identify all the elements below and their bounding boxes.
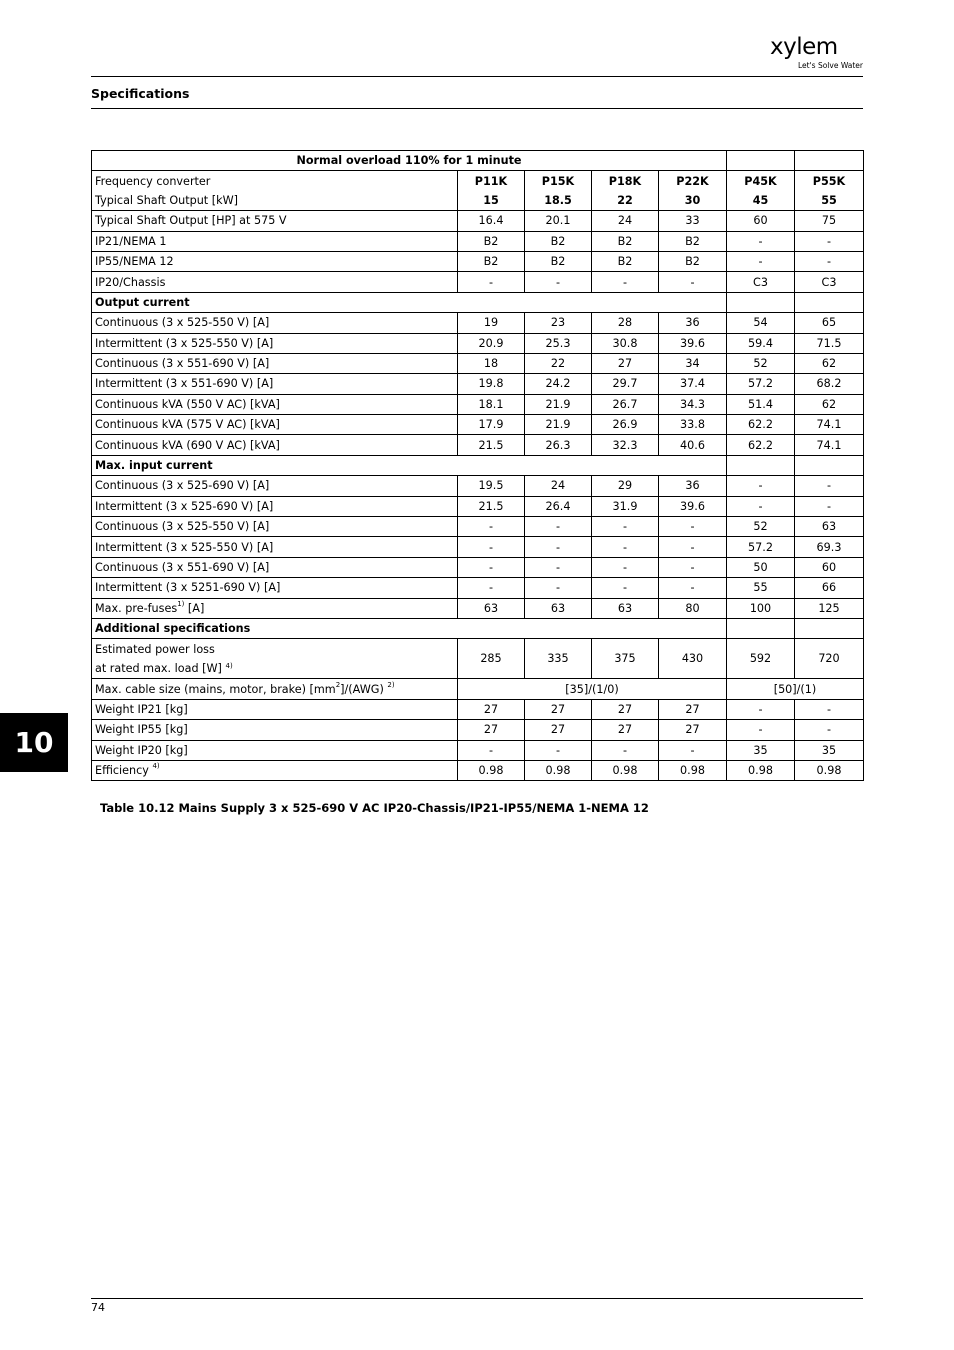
value-cell: - — [727, 720, 795, 740]
overload-row — [92, 151, 864, 171]
value-cell: 592 — [727, 639, 795, 679]
efficiency-label: Efficiency — [95, 764, 153, 778]
value-cell: 50 — [727, 557, 795, 577]
value-cell: 27 — [525, 699, 592, 719]
section-title: Specifications — [91, 86, 190, 101]
model-code: P55K — [795, 171, 864, 191]
row-label: Intermittent (3 x 5251-690 V) [A] — [92, 578, 458, 598]
value-cell: 0.98 — [727, 760, 795, 780]
model-code: P18K — [592, 171, 659, 191]
value-cell: 17.9 — [458, 415, 525, 435]
footer-rule — [91, 1298, 863, 1299]
table-row — [92, 435, 864, 455]
row-label: Typical Shaft Output [HP] at 575 V — [92, 211, 458, 231]
value-cell: 63 — [458, 598, 525, 618]
output-current-heading: Output current — [92, 292, 727, 312]
overload-title: Normal overload 110% for 1 minute — [92, 151, 727, 171]
value-cell: 75 — [795, 211, 864, 231]
row-label: Continuous kVA (690 V AC) [kVA] — [92, 435, 458, 455]
value-cell: - — [525, 272, 592, 292]
empty-cell — [795, 455, 864, 475]
value-cell: - — [592, 517, 659, 537]
footnote-ref: 1) — [177, 599, 185, 608]
footnote-ref: 4) — [152, 762, 160, 771]
table-row — [92, 720, 864, 740]
value-cell: 125 — [795, 598, 864, 618]
value-cell: 74.1 — [795, 435, 864, 455]
value-cell: - — [795, 699, 864, 719]
value-cell: - — [795, 496, 864, 516]
value-cell: - — [592, 557, 659, 577]
value-cell: - — [795, 251, 864, 271]
value-cell: 31.9 — [592, 496, 659, 516]
value-cell: 27 — [592, 699, 659, 719]
row-label: IP55/NEMA 12 — [92, 251, 458, 271]
row-label: IP20/Chassis — [92, 272, 458, 292]
value-cell: - — [727, 251, 795, 271]
value-cell: 26.4 — [525, 496, 592, 516]
value-cell: - — [659, 517, 727, 537]
value-cell: 40.6 — [659, 435, 727, 455]
value-cell: 335 — [525, 639, 592, 679]
value-cell: 74.1 — [795, 415, 864, 435]
value-cell: 22 — [525, 353, 592, 373]
value-cell: 18 — [458, 353, 525, 373]
row-label: Continuous (3 x 551-690 V) [A] — [92, 353, 458, 373]
section-row — [92, 292, 864, 312]
value-cell: 52 — [727, 517, 795, 537]
value-cell: B2 — [659, 251, 727, 271]
value-cell: 51.4 — [727, 394, 795, 414]
table-row — [92, 740, 864, 760]
table-row — [92, 699, 864, 719]
value-cell: 0.98 — [458, 760, 525, 780]
value-cell: 66 — [795, 578, 864, 598]
value-cell: - — [795, 720, 864, 740]
value-cell: 19.5 — [458, 476, 525, 496]
table-row — [92, 537, 864, 557]
model-code: P11K — [458, 171, 525, 191]
value-cell: 71.5 — [795, 333, 864, 353]
value-cell: C3 — [795, 272, 864, 292]
cable-label: Max. cable size (mains, motor, brake) [mm — [95, 682, 336, 696]
value-cell: - — [458, 740, 525, 760]
value-cell: - — [727, 496, 795, 516]
value-cell: 27 — [458, 699, 525, 719]
value-cell: - — [592, 272, 659, 292]
value-cell: 24.2 — [525, 374, 592, 394]
model-code-row — [92, 171, 864, 191]
value-cell: - — [727, 476, 795, 496]
value-cell: 34 — [659, 353, 727, 373]
value-cell: - — [659, 557, 727, 577]
value-cell: 27 — [458, 720, 525, 740]
value-cell: 16.4 — [458, 211, 525, 231]
value-cell: - — [795, 231, 864, 251]
value-cell: 430 — [659, 639, 727, 679]
prefuse-label: Max. pre-fuses — [95, 601, 178, 615]
table-row — [92, 394, 864, 414]
value-cell: - — [592, 578, 659, 598]
value-cell: 32.3 — [592, 435, 659, 455]
value-cell: 62.2 — [727, 435, 795, 455]
row-label — [92, 639, 458, 679]
value-cell: 63 — [795, 517, 864, 537]
value-cell: 27 — [659, 699, 727, 719]
row-label: Typical Shaft Output [kW] — [92, 191, 458, 211]
row-label — [92, 679, 458, 699]
row-label: Intermittent (3 x 525-690 V) [A] — [92, 496, 458, 516]
footnote-ref: 4) — [225, 661, 233, 670]
value-cell: 21.9 — [525, 394, 592, 414]
empty-cell — [795, 292, 864, 312]
value-cell: 27 — [659, 720, 727, 740]
row-label: Continuous kVA (575 V AC) [kVA] — [92, 415, 458, 435]
table-row — [92, 496, 864, 516]
row-label: Continuous (3 x 551-690 V) [A] — [92, 557, 458, 577]
model-kw: 45 — [727, 191, 795, 211]
value-cell: 65 — [795, 313, 864, 333]
empty-cell — [727, 455, 795, 475]
row-label: Intermittent (3 x 525-550 V) [A] — [92, 537, 458, 557]
value-cell: - — [592, 740, 659, 760]
empty-cell — [727, 151, 795, 171]
table-row — [92, 415, 864, 435]
value-cell: 39.6 — [659, 496, 727, 516]
value-cell: 30.8 — [592, 333, 659, 353]
cable-size-row — [92, 679, 864, 699]
value-cell: 63 — [525, 598, 592, 618]
value-cell: 80 — [659, 598, 727, 618]
value-cell: 63 — [592, 598, 659, 618]
value-cell: 28 — [592, 313, 659, 333]
value-cell: B2 — [592, 251, 659, 271]
value-cell: 36 — [659, 313, 727, 333]
table-row — [92, 557, 864, 577]
row-label: Continuous (3 x 525-550 V) [A] — [92, 313, 458, 333]
value-cell: 37.4 — [659, 374, 727, 394]
value-cell: 21.9 — [525, 415, 592, 435]
value-cell: 25.3 — [525, 333, 592, 353]
value-cell: - — [525, 740, 592, 760]
row-label: Continuous (3 x 525-690 V) [A] — [92, 476, 458, 496]
value-cell: B2 — [525, 251, 592, 271]
value-cell: 24 — [592, 211, 659, 231]
value-cell: 21.5 — [458, 496, 525, 516]
value-cell: B2 — [458, 231, 525, 251]
model-kw: 15 — [458, 191, 525, 211]
value-cell: 57.2 — [727, 374, 795, 394]
header-rule — [91, 76, 863, 77]
logo-tagline: Let's Solve Water — [798, 61, 863, 70]
value-cell: 0.98 — [592, 760, 659, 780]
value-cell: - — [727, 231, 795, 251]
value-cell: - — [458, 578, 525, 598]
table-row — [92, 333, 864, 353]
value-cell: - — [659, 740, 727, 760]
model-code: P45K — [727, 171, 795, 191]
model-code: P15K — [525, 171, 592, 191]
chapter-tab: 10 — [0, 713, 68, 772]
table-row — [92, 231, 864, 251]
value-cell: 24 — [525, 476, 592, 496]
efficiency-row — [92, 760, 864, 780]
model-kw: 30 — [659, 191, 727, 211]
table-row — [92, 272, 864, 292]
row-label: Intermittent (3 x 525-550 V) [A] — [92, 333, 458, 353]
section-row — [92, 455, 864, 475]
value-cell: - — [458, 517, 525, 537]
value-cell: 720 — [795, 639, 864, 679]
value-cell: 100 — [727, 598, 795, 618]
row-label: Frequency converter — [92, 171, 458, 191]
value-cell: 27 — [525, 720, 592, 740]
value-cell: - — [458, 272, 525, 292]
footnote-ref: 2) — [387, 680, 395, 689]
value-cell: 54 — [727, 313, 795, 333]
value-cell: 39.6 — [659, 333, 727, 353]
row-label: Weight IP20 [kg] — [92, 740, 458, 760]
row-label: Weight IP55 [kg] — [92, 720, 458, 740]
row-label: Intermittent (3 x 551-690 V) [A] — [92, 374, 458, 394]
value-cell: 69.3 — [795, 537, 864, 557]
input-current-heading: Max. input current — [92, 455, 727, 475]
value-cell: 20.9 — [458, 333, 525, 353]
value-cell: - — [659, 578, 727, 598]
value-cell: - — [727, 699, 795, 719]
prefuse-row — [92, 598, 864, 618]
value-cell: - — [525, 578, 592, 598]
superscript: 2 — [335, 680, 341, 689]
row-label: Continuous (3 x 525-550 V) [A] — [92, 517, 458, 537]
value-cell: 35 — [795, 740, 864, 760]
value-cell: 0.98 — [525, 760, 592, 780]
value-cell: - — [525, 557, 592, 577]
xylem-logo — [770, 34, 865, 74]
value-cell: 55 — [727, 578, 795, 598]
cable-size-right: [50]/(1) — [727, 679, 864, 699]
value-cell: - — [458, 537, 525, 557]
empty-cell — [727, 292, 795, 312]
table-row — [92, 313, 864, 333]
table-row — [92, 476, 864, 496]
value-cell: 62.2 — [727, 415, 795, 435]
value-cell: 36 — [659, 476, 727, 496]
value-cell: 27 — [592, 720, 659, 740]
value-cell: 59.4 — [727, 333, 795, 353]
value-cell: 34.3 — [659, 394, 727, 414]
value-cell: 18.1 — [458, 394, 525, 414]
value-cell: 33.8 — [659, 415, 727, 435]
value-cell: 68.2 — [795, 374, 864, 394]
value-cell: 285 — [458, 639, 525, 679]
additional-specs-heading: Additional specifications — [92, 618, 727, 638]
cable-size-left: [35]/(1/0) — [458, 679, 727, 699]
value-cell: 60 — [727, 211, 795, 231]
row-label — [92, 598, 458, 618]
value-cell: 26.3 — [525, 435, 592, 455]
value-cell: 19 — [458, 313, 525, 333]
table-row — [92, 251, 864, 271]
page-number: 74 — [91, 1301, 105, 1314]
model-kw: 55 — [795, 191, 864, 211]
empty-cell — [727, 618, 795, 638]
model-kw: 18.5 — [525, 191, 592, 211]
cable-label-unit: ]/(AWG) — [340, 682, 388, 696]
value-cell: 29 — [592, 476, 659, 496]
empty-cell — [795, 151, 864, 171]
value-cell: 21.5 — [458, 435, 525, 455]
empty-cell — [795, 618, 864, 638]
row-label: IP21/NEMA 1 — [92, 231, 458, 251]
model-kw-row — [92, 191, 864, 211]
model-code: P22K — [659, 171, 727, 191]
value-cell: 29.7 — [592, 374, 659, 394]
value-cell: 27 — [592, 353, 659, 373]
power-loss-label-line2: at rated max. load [W] — [95, 661, 226, 675]
row-label: Weight IP21 [kg] — [92, 699, 458, 719]
value-cell: B2 — [592, 231, 659, 251]
value-cell: - — [795, 476, 864, 496]
value-cell: 26.7 — [592, 394, 659, 414]
value-cell: C3 — [727, 272, 795, 292]
section-row — [92, 618, 864, 638]
value-cell: - — [659, 272, 727, 292]
value-cell: - — [659, 537, 727, 557]
value-cell: 23 — [525, 313, 592, 333]
value-cell: 26.9 — [592, 415, 659, 435]
value-cell: 0.98 — [659, 760, 727, 780]
value-cell: 57.2 — [727, 537, 795, 557]
table-caption: Table 10.12 Mains Supply 3 x 525-690 V AC IP20-Chassis/IP21-IP55/NEMA 1-NEMA 12 — [100, 801, 649, 815]
value-cell: 375 — [592, 639, 659, 679]
value-cell: B2 — [525, 231, 592, 251]
value-cell: B2 — [458, 251, 525, 271]
value-cell: B2 — [659, 231, 727, 251]
prefuse-unit: [A] — [184, 601, 205, 615]
table-row — [92, 517, 864, 537]
specifications-table — [91, 150, 864, 781]
model-kw: 22 — [592, 191, 659, 211]
value-cell: 20.1 — [525, 211, 592, 231]
power-loss-row — [92, 639, 864, 679]
section-rule — [91, 108, 863, 109]
table-row — [92, 353, 864, 373]
value-cell: 33 — [659, 211, 727, 231]
value-cell: - — [525, 517, 592, 537]
table-row — [92, 374, 864, 394]
value-cell: - — [592, 537, 659, 557]
value-cell: 62 — [795, 353, 864, 373]
row-label — [92, 760, 458, 780]
table-row — [92, 211, 864, 231]
value-cell: 62 — [795, 394, 864, 414]
value-cell: - — [458, 557, 525, 577]
power-loss-label-line1: Estimated power loss — [95, 642, 215, 656]
value-cell: 52 — [727, 353, 795, 373]
value-cell: 35 — [727, 740, 795, 760]
value-cell: - — [525, 537, 592, 557]
logo-wordmark: xylem — [770, 34, 838, 60]
table-row — [92, 578, 864, 598]
value-cell: 19.8 — [458, 374, 525, 394]
value-cell: 60 — [795, 557, 864, 577]
value-cell: 0.98 — [795, 760, 864, 780]
row-label: Continuous kVA (550 V AC) [kVA] — [92, 394, 458, 414]
